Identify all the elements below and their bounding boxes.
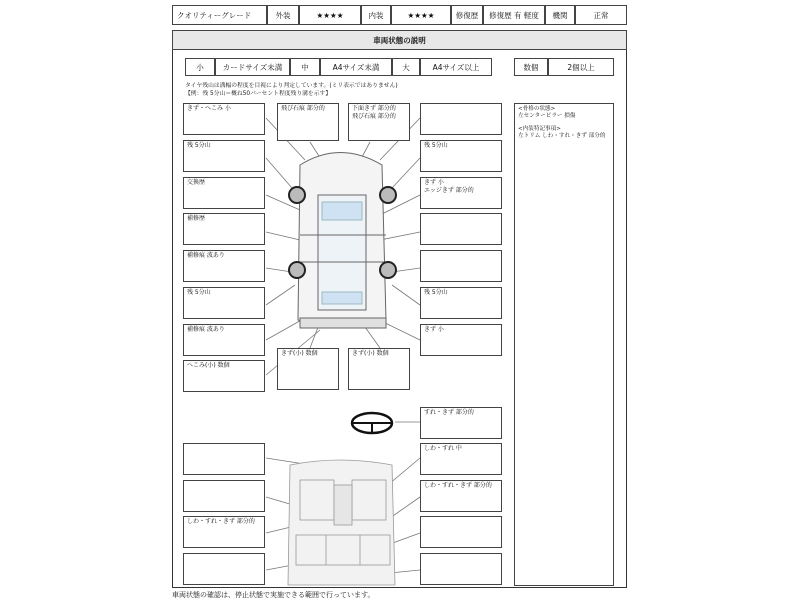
legend-large: 大: [392, 58, 420, 76]
interior-note-right-5: [420, 553, 502, 585]
exterior-label: 外装: [267, 5, 299, 25]
interior-note-left-3: しわ・すれ・きず 部分的: [183, 516, 265, 548]
repair-label: 修復歴: [451, 5, 483, 25]
exterior-note-left-8: へこみ(小) 数個: [183, 360, 265, 392]
exterior-note-rear-2: きず(小) 数個: [348, 348, 410, 390]
exterior-note-front-2: 下面きず 部分的 飛び石痕 部分的: [348, 103, 410, 141]
interior-remarks-title: <内装特記事項>: [518, 126, 561, 132]
exterior-note-left-5: 補修痕 波あり: [183, 250, 265, 282]
count-value: 2個以上: [548, 58, 614, 76]
exterior-note-left-1: きず・へこみ 小: [183, 103, 265, 135]
tire-note-rear-right: 残 5分山: [420, 287, 502, 319]
tire-note-front-right: 残 5分山: [420, 140, 502, 172]
frame-condition-title: <骨格の状態>: [518, 106, 556, 112]
function-value: 正常: [575, 5, 627, 25]
function-label: 機関: [545, 5, 575, 25]
tire-example-note: 【例：残 5分山＝概ね50パーセント程度残り溝を示す】: [185, 91, 332, 97]
legend-small-desc: カードサイズ未満: [215, 58, 290, 76]
interior-note-right-3: しわ・すれ・きず 部分的: [420, 480, 502, 512]
exterior-note-right-7: きず 小: [420, 324, 502, 356]
interior-note-left-4: [183, 553, 265, 585]
exterior-note-rear-1: きず(小) 数個: [277, 348, 339, 390]
steering-wheel-icon: [352, 413, 392, 433]
legend-medium: 中: [290, 58, 320, 76]
quality-label: クオリティーグレード: [172, 5, 267, 25]
frame-condition-item: 左センターピラー 損傷: [518, 113, 576, 119]
interior-stars: ★★★★: [391, 5, 451, 25]
exterior-stars: ★★★★: [299, 5, 361, 25]
car-top-view: [298, 153, 386, 329]
interior-label: 内装: [361, 5, 391, 25]
repair-value: 修復歴 有 軽度: [483, 5, 545, 25]
section-title: 車両状態の説明: [172, 30, 627, 50]
exterior-note-left-7: 補修痕 波あり: [183, 324, 265, 356]
exterior-note-right-1: [420, 103, 502, 135]
legend-large-desc: A4サイズ以上: [420, 58, 492, 76]
interior-note-right-4: [420, 516, 502, 548]
exterior-note-right-4: [420, 213, 502, 245]
exterior-note-left-3: 交換歴: [183, 177, 265, 209]
legend-medium-desc: A4サイズ未満: [320, 58, 392, 76]
tire-note-front-left: 残 5分山: [183, 140, 265, 172]
tire-note-rear-left: 残 5分山: [183, 287, 265, 319]
tire-note: タイヤ残山は溝幅の程度を目視により判定しています。(ミリ表示ではありません): [185, 83, 398, 89]
count-label: 数個: [514, 58, 548, 76]
exterior-note-right-5: [420, 250, 502, 282]
exterior-note-front-1: 飛び石痕 部分的: [277, 103, 339, 141]
interior-diagram: [288, 460, 395, 585]
interior-remarks-item: 左トリム しわ・すれ・きず 部分的: [518, 133, 606, 139]
interior-note-right-1: すれ・きず 部分的: [420, 407, 502, 439]
exterior-note-right-3: きず 小 エッジきず 部分的: [420, 177, 502, 209]
legend-small: 小: [185, 58, 215, 76]
interior-note-left-2: [183, 480, 265, 512]
interior-note-right-2: しわ・すれ 中: [420, 443, 502, 475]
footer-note: 車両状態の確認は、停止状態で実施できる範囲で行っています。: [172, 591, 375, 599]
exterior-note-left-4: 補修歴: [183, 213, 265, 245]
interior-note-left-1: [183, 443, 265, 475]
